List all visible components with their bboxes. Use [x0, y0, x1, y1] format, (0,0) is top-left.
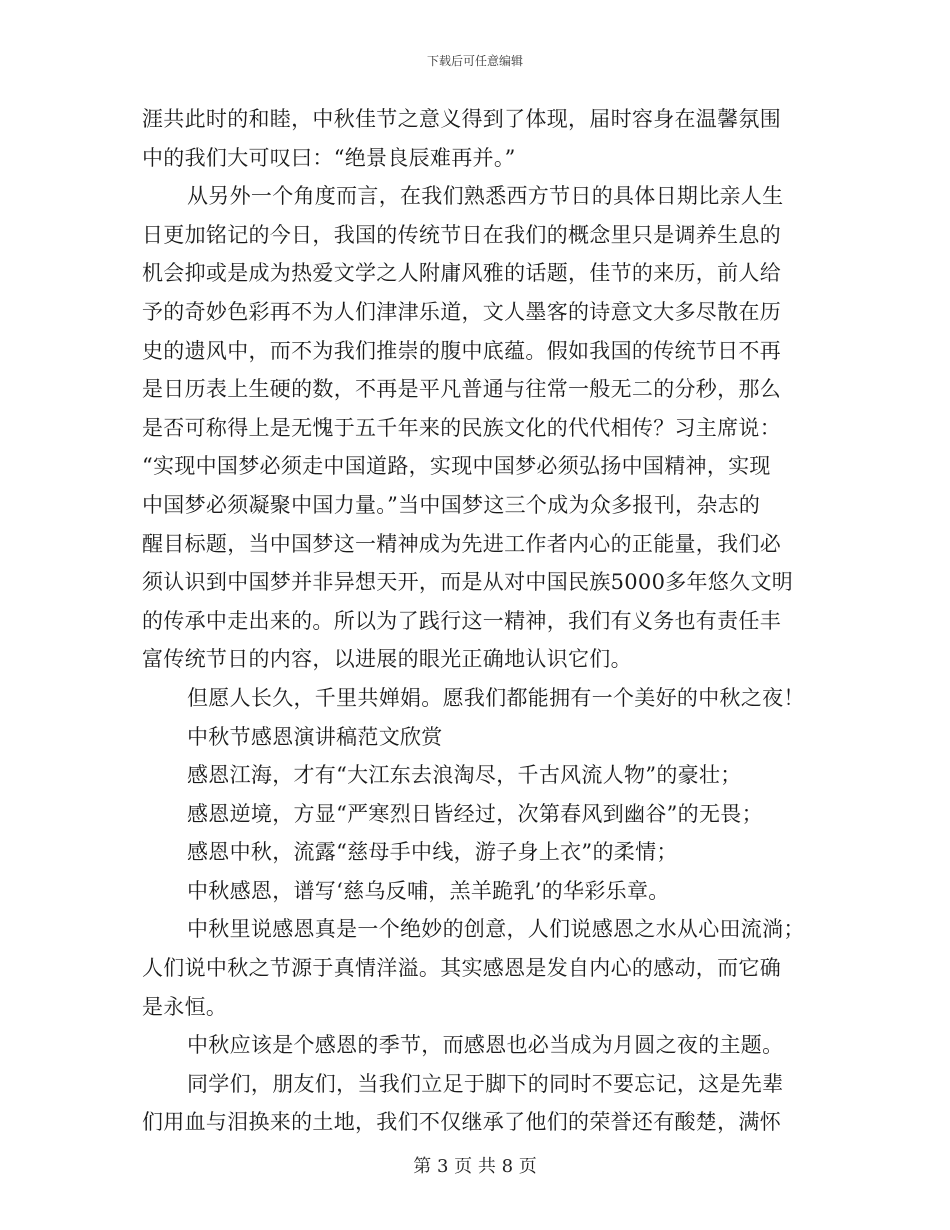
page-number: 第 3 页 共 8 页 — [413, 1156, 537, 1177]
text-line: 富传统节日的内容，以进展的眼光正确地认识它们。 — [142, 647, 632, 672]
text-line: 感恩逆境，方显“严寒烈日皆经过，次第春风到幽谷”的无畏； — [187, 801, 763, 826]
text-line: 同学们，朋友们，当我们立足于脚下的同时不要忘记，这是先辈 — [187, 1071, 784, 1096]
text-line: 予的奇妙色彩再不为人们津津乐道，文人墨客的诗意文大多尽散在历 — [142, 299, 781, 324]
text-line: 中秋节感恩演讲稿范文欣赏 — [187, 724, 443, 749]
text-line: 涯共此时的和睦，中秋佳节之意义得到了体现，届时容身在温馨氛围 — [142, 107, 781, 131]
text-line: 们用血与泪换来的土地，我们不仅继承了他们的荣誉还有酸楚，满怀 — [142, 1110, 781, 1135]
text-line: 机会抑或是成为热爱文学之人附庸风雅的话题，佳节的来历，前人给 — [142, 261, 781, 286]
text-line: 日更加铭记的今日，我国的传统节日在我们的概念里只是调养生息的 — [142, 222, 781, 247]
text-line: 感恩江海，才有“大江东去浪淘尽，千古风流人物”的豪壮； — [187, 763, 742, 788]
text-line: 是否可称得上是无愧于五千年来的民族文化的代代相传？习主席说： — [142, 415, 781, 440]
document-body — [142, 100, 812, 1142]
text-line: 是永恒。 — [142, 994, 228, 1019]
text-line: “实现中国梦必须走中国道路，实现中国梦必须弘扬中国精神，实现 — [142, 454, 771, 479]
text-line: 须认识到中国梦并非异想天开，而是从对中国民族5000多年悠久文明 — [142, 570, 794, 595]
text-line: 中国梦必须凝聚中国力量。”当中国梦这三个成为众多报刊，杂志的 — [142, 492, 761, 517]
text-line: 是日历表上生硬的数，不再是平凡普通与往常一般无二的分秒，那么 — [142, 377, 781, 402]
text-line: 中秋应该是个感恩的季节，而感恩也必当成为月圆之夜的主题。 — [187, 1033, 784, 1058]
text-line: 史的遗风中，而不为我们推崇的腹中底蕴。假如我国的传统节日不再 — [142, 338, 781, 363]
text-line: 的传承中走出来的。所以为了践行这一精神，我们有义务也有责任丰 — [142, 608, 781, 633]
text-line: 中秋里说感恩真是一个绝妙的创意，人们说感恩之水从心田流淌； — [187, 917, 805, 942]
text-line: 但愿人长久，千里共婵娟。愿我们都能拥有一个美好的中秋之夜！ — [187, 685, 805, 710]
text-line: 中秋感恩，谱写‘慈乌反哺，羔羊跪乳’的华彩乐章。 — [187, 878, 670, 903]
text-line: 从另外一个角度而言，在我们熟悉西方节日的具体日期比亲人生 — [187, 184, 784, 209]
text-line: 人们说中秋之节源于真情洋溢。其实感恩是发自内心的感动，而它确 — [142, 956, 781, 981]
text-line: 感恩中秋，流露“慈母手中线，游子身上衣”的柔情； — [187, 840, 678, 865]
text-line: 中的我们大可叹曰：“绝景良辰难再并。” — [142, 145, 516, 170]
page-header: 下载后可任意编辑 — [426, 54, 523, 68]
text-line: 醒目标题，当中国梦这一精神成为先进工作者内心的正能量，我们必 — [142, 531, 781, 556]
